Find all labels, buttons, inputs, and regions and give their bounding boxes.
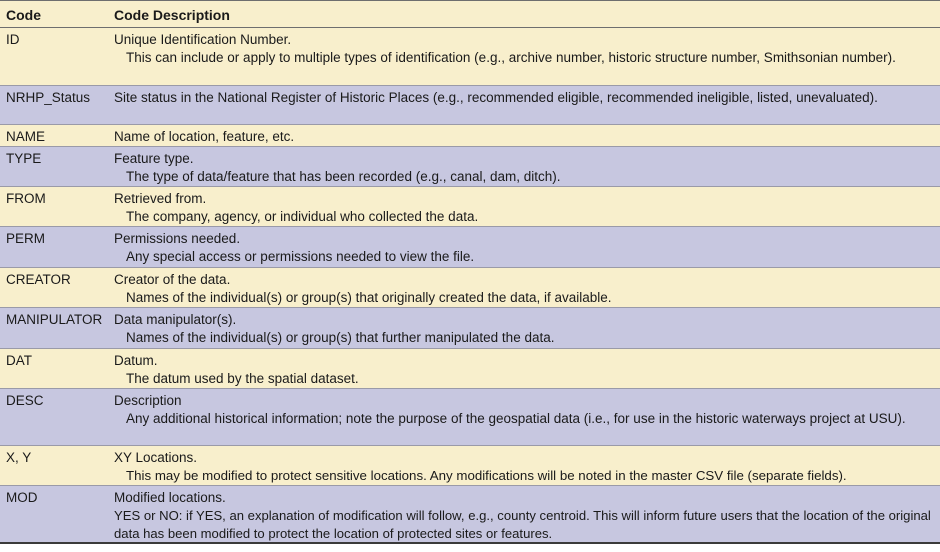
- row-description: [114, 349, 940, 388]
- row-code: TYPE: [6, 151, 42, 166]
- table-row: [0, 486, 940, 542]
- row-title: Site status in the National Register of Historic Places (e.g., recommended eligible, recommended ineligible, listed, unevaluated).: [114, 90, 878, 105]
- row-detail: The type of data/feature that has been recorded (e.g., canal, dam, ditch).: [126, 169, 561, 184]
- table-row: [0, 227, 940, 268]
- row-code: CREATOR: [6, 272, 71, 287]
- row-code: PERM: [6, 231, 46, 246]
- row-description: [114, 308, 940, 348]
- table-row: [0, 349, 940, 389]
- row-code: MANIPULATOR: [6, 312, 103, 327]
- table-row: [0, 389, 940, 446]
- table-row: [0, 86, 940, 125]
- row-detail: Names of the individual(s) or group(s) that further manipulated the data.: [126, 330, 555, 345]
- row-code: ID: [6, 32, 20, 47]
- table-header: [0, 1, 940, 28]
- table-row: [0, 268, 940, 308]
- row-detail: This may be modified to protect sensitive locations. Any modifications will be noted in the master CSV file (separate fields).: [126, 468, 847, 483]
- row-detail: The company, agency, or individual who collected the data.: [126, 209, 479, 224]
- row-description: [114, 187, 940, 226]
- row-title: Permissions needed.: [114, 231, 241, 246]
- row-description: [114, 268, 940, 307]
- table-row: [0, 446, 940, 486]
- row-description: [114, 86, 940, 124]
- table-row: [0, 187, 940, 227]
- row-title: XY Locations.: [114, 450, 198, 465]
- row-title: Unique Identification Number.: [114, 32, 292, 47]
- row-description: [114, 125, 940, 146]
- row-detail: [114, 49, 936, 67]
- row-title: Name of location, feature, etc.: [114, 129, 295, 144]
- row-title: Data manipulator(s).: [114, 312, 237, 327]
- row-code: NAME: [6, 129, 46, 144]
- table-row: [0, 147, 940, 187]
- row-detail: The datum used by the spatial dataset.: [126, 371, 359, 386]
- row-title: Datum.: [114, 353, 158, 368]
- row-code: X, Y: [6, 450, 32, 465]
- row-title: Description: [114, 393, 182, 408]
- row-code: DESC: [6, 393, 44, 408]
- table-row: [0, 28, 940, 86]
- row-description: [114, 446, 940, 485]
- row-title: Modified locations.: [114, 490, 226, 505]
- row-description: [114, 486, 940, 542]
- row-code: NRHP_Status: [6, 90, 91, 105]
- table-row: [0, 308, 940, 349]
- row-description: [114, 227, 940, 267]
- row-description: [114, 147, 940, 186]
- row-detail: Names of the individual(s) or group(s) that originally created the data, if available.: [126, 290, 612, 305]
- row-description: [114, 28, 940, 85]
- row-title: Retrieved from.: [114, 191, 207, 206]
- row-code: DAT: [6, 353, 32, 368]
- row-detail: Any special access or permissions needed to view the file.: [126, 249, 475, 264]
- row-code: MOD: [6, 490, 38, 505]
- row-description: [114, 389, 940, 445]
- row-detail: Any additional historical information; note the purpose of the geospatial data (i.e., for use in the historic waterways project at USU).: [126, 411, 906, 426]
- header-description: Code Description: [114, 7, 230, 23]
- header-code: Code: [6, 7, 41, 23]
- row-code: FROM: [6, 191, 46, 206]
- row-title: Feature type.: [114, 151, 194, 166]
- table-row: [0, 125, 940, 147]
- row-detail: YES or NO: if YES, an explanation of modification will follow, e.g., county centroid. This will inform future users that the location of the original data has been modified to protect the location of protected sites or features.: [114, 508, 931, 541]
- row-title: Creator of the data.: [114, 272, 231, 287]
- row-detail-text: This can include or apply to multiple types of identification (e.g., archive number, historic structure number, Smithsonian number).: [126, 50, 896, 65]
